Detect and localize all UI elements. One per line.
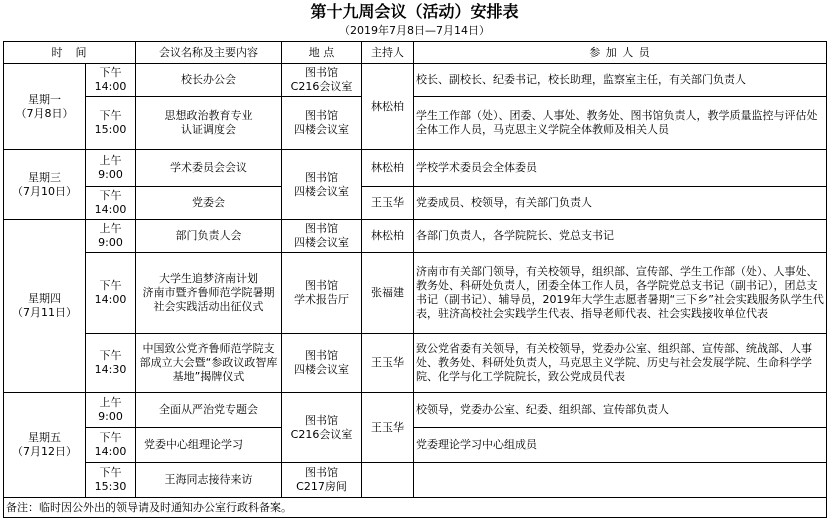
location-cell: [282, 253, 362, 334]
day-cell: [4, 220, 86, 393]
day-date: （7月10日）: [12, 184, 77, 198]
meeting-line: 思想政治教育专业: [164, 109, 253, 122]
location-room: 四楼会议室: [294, 123, 349, 136]
meeting-line: 认证调度会: [181, 123, 236, 136]
meeting-cell: [136, 97, 282, 150]
time-period: 上午: [99, 222, 122, 235]
location-cell: [282, 97, 362, 150]
location-room: C216会议室: [290, 427, 353, 441]
participants-cell: [414, 463, 827, 498]
header-location: 地 点: [282, 42, 362, 64]
time-value: 14:30: [94, 363, 127, 376]
date-range-subtitle: （2019年7月8日—7月14日）: [339, 24, 490, 37]
host-cell: 王玉华: [362, 393, 414, 463]
time-cell: [86, 463, 136, 498]
day-date: （7月11日）: [12, 306, 77, 319]
meeting-cell: [136, 253, 282, 334]
time-value: 15:30: [94, 480, 127, 493]
participants-cell: 致公党省委有关领导，有关校领导，党委办公室、组织部、宣传部、统战部、人事处、教务处、科研处负责人，马克思主义学院、历史与社会发展学院、生命科学学院、化学与化工学院院长，致公党成员代表: [414, 334, 827, 393]
location-room: C216会议室: [290, 80, 353, 93]
meeting-line: 大学生追梦济南计划: [159, 272, 258, 285]
time-period: 下午: [99, 66, 122, 79]
time-cell: [86, 220, 136, 253]
day-date: （7月8日）: [15, 106, 74, 120]
location-building: 图书馆: [305, 413, 338, 427]
time-value: 14:00: [94, 203, 127, 216]
meeting-cell: 校长办公会: [136, 64, 282, 97]
location-room: 四楼会议室: [294, 184, 349, 198]
time-cell: [86, 64, 136, 97]
time-value: 14:00: [94, 445, 127, 458]
location-cell: [282, 64, 362, 97]
schedule-table: [3, 41, 827, 518]
time-value: 9:00: [98, 168, 123, 181]
location-building: 图书馆: [305, 349, 338, 362]
location-cell: [282, 220, 362, 253]
day-name: 星期三: [28, 170, 61, 184]
meeting-line: 社会实践活动出征仪式: [153, 300, 264, 313]
header-meeting: 会议名称及主要内容: [136, 42, 282, 64]
meeting-cell: 王海同志接待来访: [136, 463, 282, 498]
table-row: [4, 220, 827, 253]
time-value: 14:00: [94, 80, 127, 93]
time-value: 9:00: [98, 410, 123, 423]
day-name: 星期四: [28, 292, 61, 305]
day-cell: [4, 64, 86, 150]
page-title: 第十九周会议（活动）安排表: [310, 2, 519, 21]
location-building: 图书馆: [305, 279, 338, 292]
participants-cell: 党委成员、校领导，有关部门负责人: [414, 187, 827, 220]
meeting-cell: 全面从严治党专题会: [136, 393, 282, 428]
time-period: 上午: [99, 396, 122, 409]
location-cell: [282, 150, 362, 220]
table-row: [4, 428, 827, 463]
time-value: 14:00: [94, 293, 127, 306]
location-building: 图书馆: [305, 109, 338, 122]
note-row: [4, 498, 827, 518]
time-cell: [86, 253, 136, 334]
table-row: [4, 393, 827, 428]
note: 备注：临时因公外出的领导请及时通知办公室行政科备案。: [4, 498, 827, 518]
time-period: 下午: [99, 189, 122, 202]
host-cell: 林松柏: [362, 220, 414, 253]
time-value: 15:00: [94, 123, 127, 136]
day-name: 星期五: [28, 431, 61, 444]
day-name: 星期一: [28, 92, 61, 106]
time-cell: [86, 150, 136, 187]
day-cell: [4, 150, 86, 220]
time-period: 下午: [99, 349, 122, 362]
participants-cell: 校领导，党委办公室、纪委、组织部、宣传部负责人: [414, 393, 827, 428]
location-room: 四楼会议室: [294, 236, 349, 249]
table-row: [4, 64, 827, 97]
time-cell: [86, 428, 136, 463]
host-cell: 王玉华: [362, 334, 414, 393]
time-period: 下午: [99, 466, 122, 479]
location-cell: [282, 463, 362, 498]
time-cell: [86, 393, 136, 428]
header-host: 主持人: [362, 42, 414, 64]
time-period: 下午: [99, 109, 122, 122]
location-cell: [282, 393, 362, 463]
table-row: [4, 463, 827, 498]
table-row: [4, 150, 827, 187]
host-cell: 张福建: [362, 253, 414, 334]
table-row: [4, 253, 827, 334]
meeting-cell: 党委中心组理论学习: [136, 428, 282, 463]
participants-cell: 各部门负责人，各学院院长、党总支书记: [414, 220, 827, 253]
table-row: [4, 334, 827, 393]
location-building: 图书馆: [305, 222, 338, 235]
time-period: 下午: [99, 431, 122, 444]
location-room: 学术报告厅: [294, 293, 349, 306]
time-cell: [86, 334, 136, 393]
location-building: 图书馆: [305, 466, 338, 479]
header-row: [4, 42, 827, 64]
time-value: 9:00: [98, 236, 123, 249]
location-building: 图书馆: [305, 170, 338, 184]
meeting-cell: 部门负责人会: [136, 220, 282, 253]
header-participants: 参 加 人 员: [414, 42, 827, 64]
day-date: （7月12日）: [12, 445, 77, 458]
host-cell: 王玉华: [362, 187, 414, 220]
table-row: [4, 97, 827, 150]
location-room: C217房间: [296, 480, 347, 493]
time-cell: [86, 187, 136, 220]
host-cell: 林松柏: [362, 150, 414, 187]
header-time: 时 间: [4, 42, 136, 64]
meeting-cell: 学术委员会会议: [136, 150, 282, 187]
meeting-cell: 党委会: [136, 187, 282, 220]
day-cell: [4, 393, 86, 498]
time-cell: [86, 97, 136, 150]
participants-cell: 党委理论学习中心组成员: [414, 428, 827, 463]
table-row: [4, 187, 827, 220]
time-period: 下午: [99, 279, 122, 292]
location-room: 四楼会议室: [294, 363, 349, 376]
participants-cell: 学生工作部（处）、团委、人事处、教务处、图书馆负责人，教学质量监控与评估处全体工作人员，马克思主义学院全体教师及相关人员: [414, 97, 827, 150]
host-cell: 林松柏: [362, 64, 414, 150]
location-building: 图书馆: [305, 66, 338, 79]
participants-cell: 学校学术委员会全体委员: [414, 150, 827, 187]
participants-cell: 济南市有关部门领导，有关校领导，组织部、宣传部、学生工作部（处）、人事处、教务处、科研处负责人，团委全体工作人员，各学院党总支书记（副书记），团总支书记（副书记）、辅导员，2019年大学生志愿者暑期“三下乡”社会实践服务队学生代表，驻济高校社会实践学生代表、指导老师代表、社会实践接收单位代表: [414, 253, 827, 334]
participants-cell: 校长、副校长、纪委书记，校长助理，监察室主任，有关部门负责人: [414, 64, 827, 97]
meeting-line: 济南市暨齐鲁师范学院暑期: [142, 286, 275, 299]
location-cell: [282, 334, 362, 393]
meeting-cell: 中国致公党齐鲁师范学院支部成立大会暨“参政议政智库基地”揭牌仪式: [136, 334, 282, 393]
time-period: 上午: [99, 154, 122, 167]
host-cell: [362, 463, 414, 498]
